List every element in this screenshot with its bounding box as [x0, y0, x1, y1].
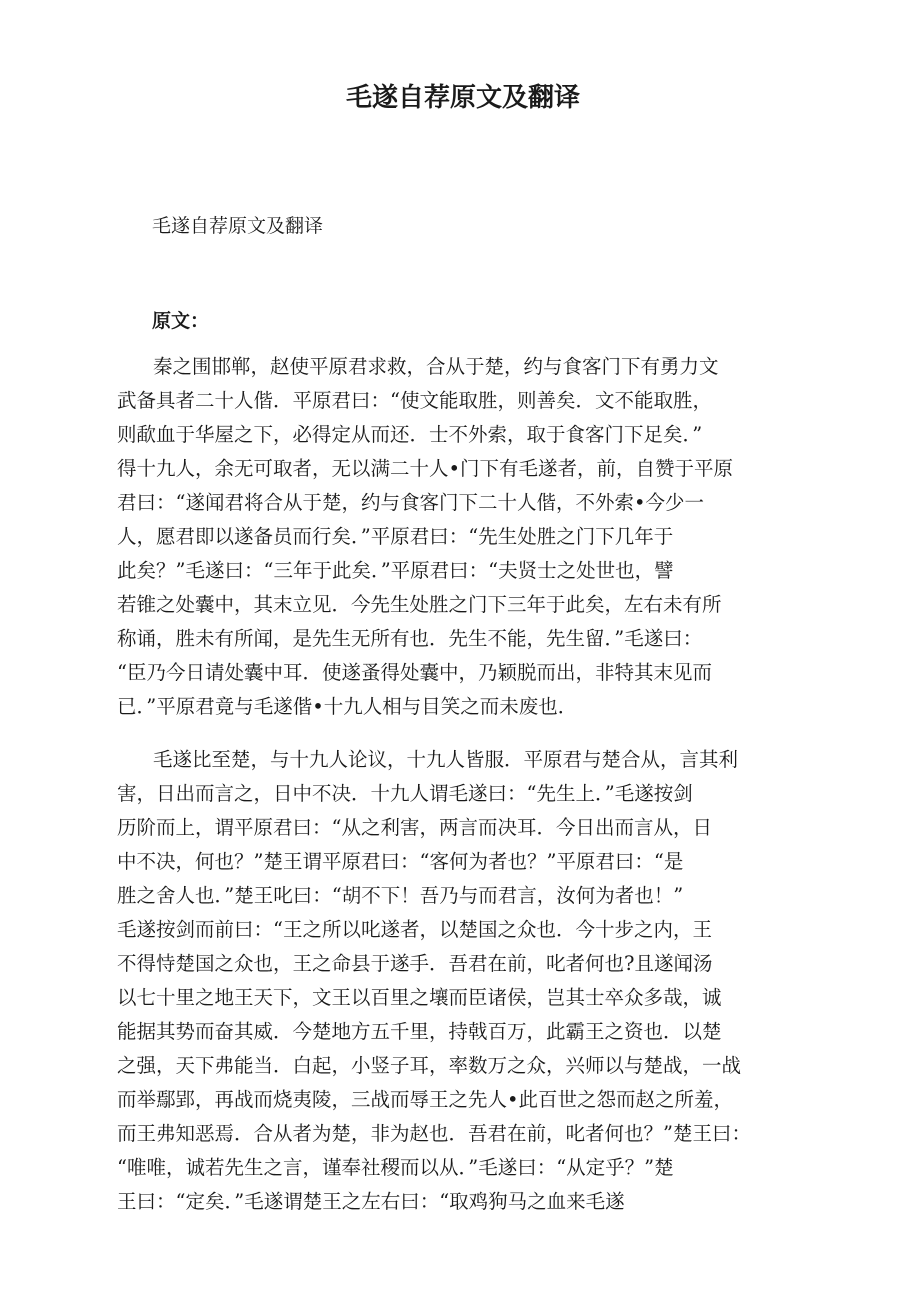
paragraph-line: 秦之围邯郸，赵使平原君求救，合从于楚，约与食客门下有勇力文	[153, 355, 719, 378]
paragraph-line: 历阶而上，谓平原君曰：“从之利害，两言而决耳．今日出而言从，日	[117, 816, 712, 839]
paragraph-line: 中不决，何也？”楚王谓平原君曰：“客何为者也？”平原君曰：“是	[117, 850, 684, 873]
paragraph	[117, 743, 817, 1219]
paragraph-line: 得十九人，余无可取者，无以满二十人•门下有毛遂者，前，自赞于平原	[117, 457, 734, 480]
paragraph-line: 毛遂按剑而前曰：“王之所以叱遂者，以楚国之众也．今十步之内，王	[117, 918, 712, 941]
paragraph-line: 此矣？”毛遂曰：“三年于此矣．”平原君曰：“夫贤士之处世也，譬	[117, 559, 674, 582]
paragraph-line: 已．”平原君竟与毛遂偕•十九人相与目笑之而未废也．	[117, 695, 578, 718]
paragraph	[117, 350, 817, 724]
paragraph-line: “唯唯，诚若先生之言，谨奉社稷而以从．”毛遂曰：“从定乎？”楚	[117, 1156, 674, 1179]
section-heading-original: 原文：	[152, 310, 210, 332]
paragraph-line: 胜之舍人也．”楚王叱曰：“胡不下！吾乃与而君言，汝何为者也！”	[117, 884, 684, 907]
paragraph-line: 而王弗知恶焉．合从者为楚，非为赵也．吾君在前，叱者何也？”楚王曰：	[117, 1122, 751, 1145]
paragraph-line: 能据其势而奋其威．今楚地方五千里，持戟百万，此霸王之资也．以楚	[117, 1020, 722, 1043]
paragraph-line: 不得恃楚国之众也，王之命县于遂手．吾君在前，叱者何也?且遂闻汤	[117, 952, 713, 975]
paragraph-line: 人，愿君即以遂备员而行矣．”平原君曰：“先生处胜之门下几年于	[117, 525, 674, 548]
paragraph-line: 害，日出而言之，日中不决．十九人谓毛遂曰：“先生上．”毛遂按剑	[117, 782, 693, 805]
paragraph-line: 武备具者二十人偕．平原君曰：“使文能取胜，则善矣．文不能取胜，	[117, 389, 712, 412]
paragraph-line: 之强，天下弗能当．白起，小竖子耳，率数万之众，兴师以与楚战，一战	[117, 1054, 742, 1077]
paragraph-line: 则歃血于华屋之下，必得定从而还．士不外索，取于食客门下足矣．”	[117, 423, 703, 446]
paragraph-line: 以七十里之地王天下，文王以百里之壤而臣诸侯，岂其士卒众多哉，诚	[117, 986, 722, 1009]
paragraph-line: 王曰：“定矣．”毛遂谓楚王之左右曰：“取鸡狗马之血来毛遂	[117, 1190, 625, 1213]
paragraph-line: 若锥之处囊中，其末立见．今先生处胜之门下三年于此矣，左右未有所	[117, 593, 722, 616]
document-title: 毛遂自荐原文及翻译	[345, 83, 580, 113]
paragraph-line: 而举鄢郢，再战而烧夷陵，三战而辱王之先人•此百世之怨而赵之所羞，	[117, 1088, 734, 1111]
paragraph-line: 君曰：“遂闻君将合从于楚，约与食客门下二十人偕，不外索•今少一	[117, 491, 704, 514]
paragraph-line: 称诵，胜未有所闻，是先生无所有也．先生不能，先生留．”毛遂曰：	[117, 627, 703, 650]
paragraph-line: “臣乃今日请处囊中耳．使遂蚤得处囊中，乃颖脱而出，非特其末见而	[117, 661, 712, 684]
paragraph-line: 毛遂比至楚，与十九人论议，十九人皆服．平原君与楚合从，言其利	[153, 748, 739, 771]
document-subtitle: 毛遂自荐原文及翻译	[152, 215, 324, 237]
